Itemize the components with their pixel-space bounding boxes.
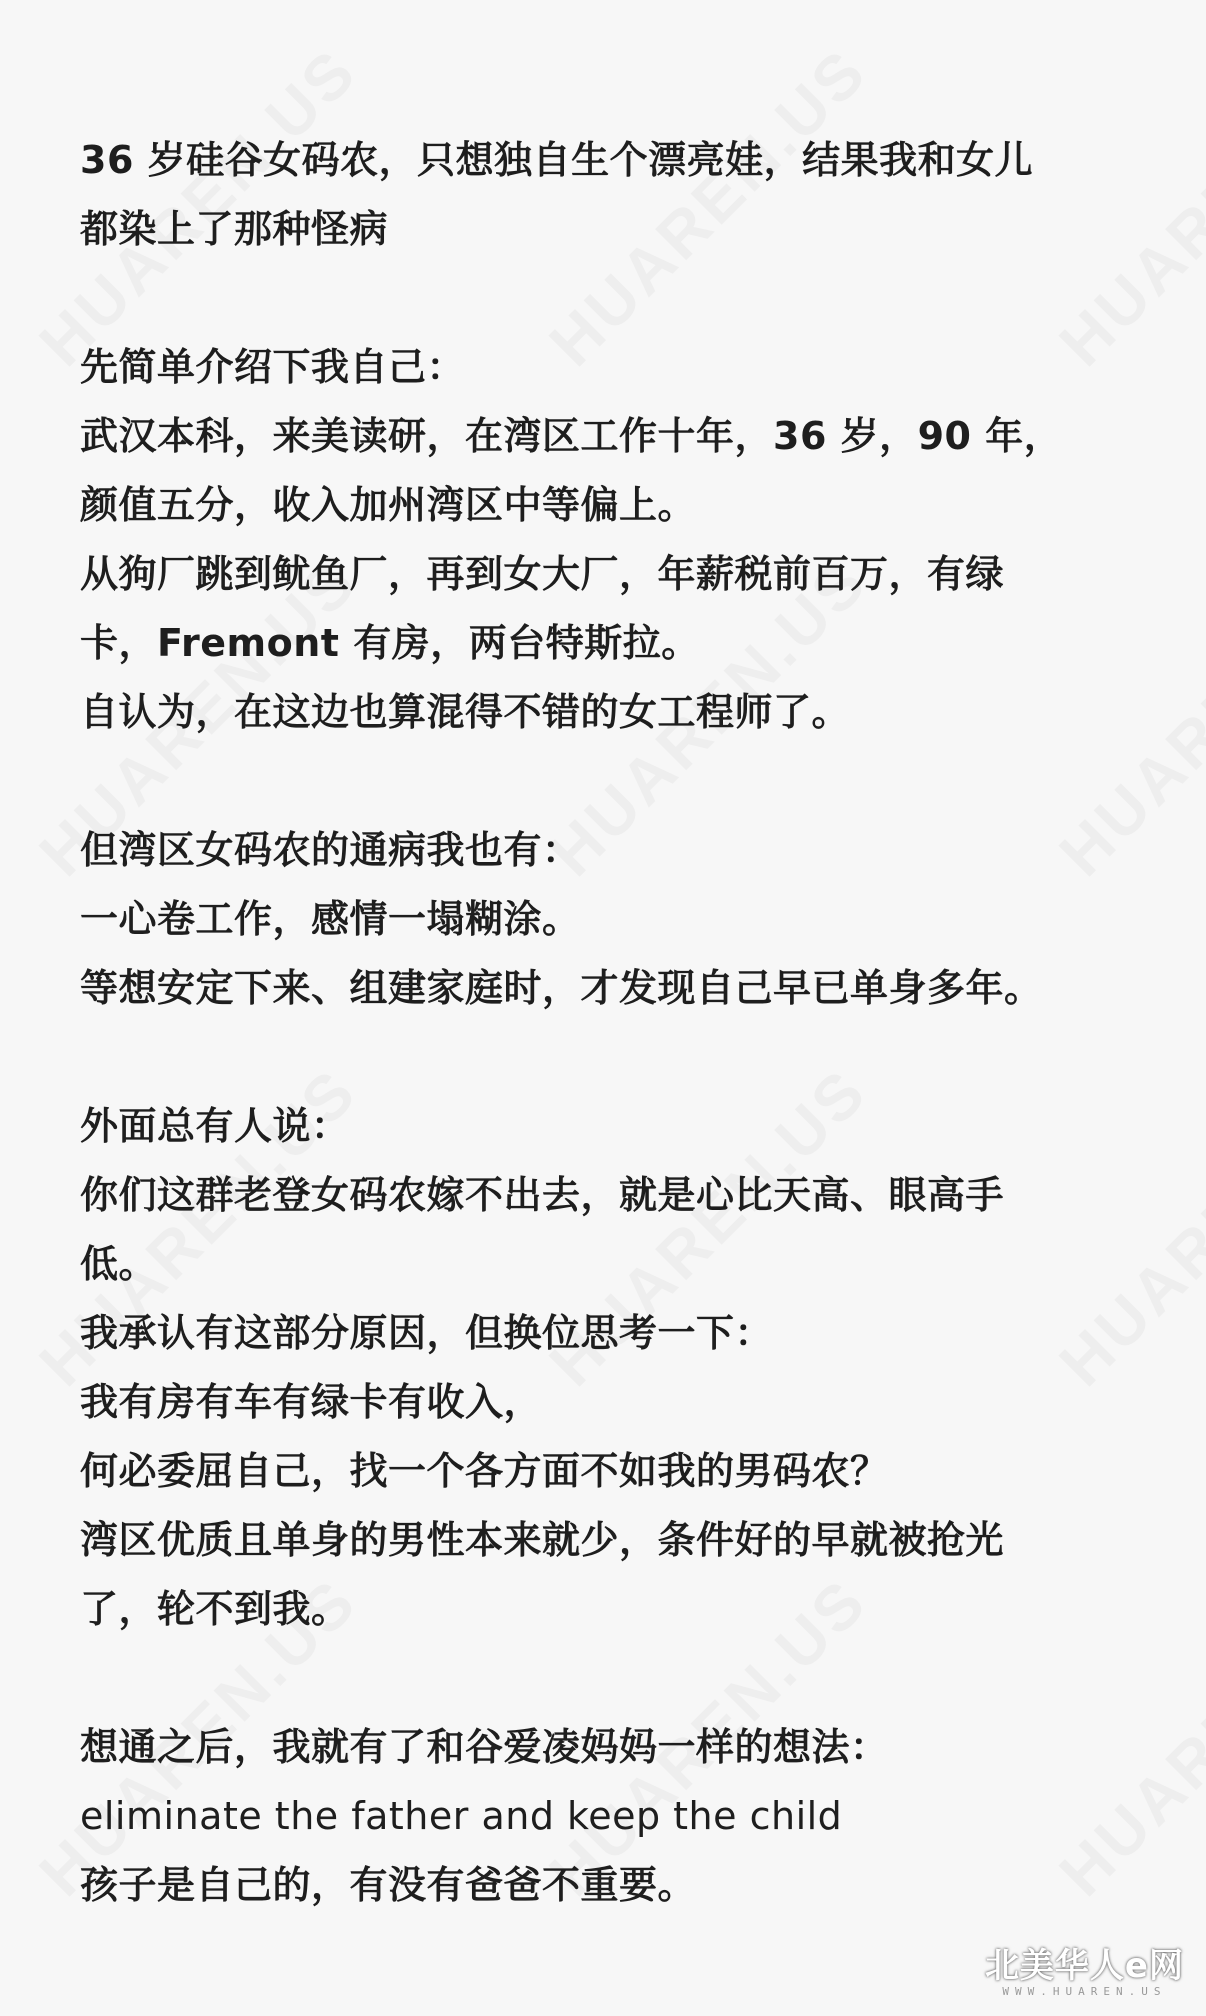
paragraph-line: 颜值五分，收入加州湾区中等偏上。 [80,483,697,527]
paragraph-line: 一心卷工作，感情一塌糊涂。 [80,897,581,941]
paragraph-line: 外面总有人说： [80,1104,350,1148]
paragraph-line: 你们这群老登女码农嫁不出去，就是心比天高、眼高手 [80,1173,1005,1217]
site-logo-text: 北美华人e网 [984,1946,1184,1986]
paragraph-gap [80,1644,1120,1713]
paragraph-line: 何必委屈自己，找一个各方面不如我的男码农？ [80,1449,889,1493]
paragraph-line: 孩子是自己的，有没有爸爸不重要。 [80,1863,697,1907]
article-title-line: 都染上了那种怪病 [80,207,389,251]
paragraph-line: 了，轮不到我。 [80,1587,350,1631]
paragraph-line: 但湾区女码农的通病我也有： [80,828,581,872]
site-logo-url: WWW.HUAREN.US [1002,1985,1167,1998]
paragraph-line-english: eliminate the father and keep the child [80,1794,843,1838]
paragraph-line: 我承认有这部分原因，但换位思考一下： [80,1311,774,1355]
paragraph-line: 我有房有车有绿卡有收入， [80,1380,543,1424]
paragraph-gap [80,264,1120,333]
paragraph-gap [80,747,1120,816]
paragraph-gap [80,1023,1120,1092]
paragraph-line: 等想安定下来、组建家庭时，才发现自己早已单身多年。 [80,966,1043,1010]
paragraph-line: 想通之后，我就有了和谷爱凌妈妈一样的想法： [80,1725,889,1769]
paragraph-line: 先简单介绍下我自己： [80,345,466,389]
article-title-line: 36 岁硅谷女码农，只想独自生个漂亮娃，结果我和女儿 [80,138,1034,182]
article-body [80,126,1120,1920]
paragraph-line: 武汉本科，来美读研，在湾区工作十年，36 岁，90 年， [80,414,1063,458]
paragraph-line: 自认为，在这边也算混得不错的女工程师了。 [80,690,851,734]
site-logo [985,1938,1184,1998]
paragraph-line: 卡，Fremont 有房，两台特斯拉。 [80,621,700,665]
paragraph-line: 从狗厂跳到鱿鱼厂，再到女大厂，年薪税前百万，有绿 [80,552,1005,596]
paragraph-line: 湾区优质且单身的男性本来就少，条件好的早就被抢光 [80,1518,1005,1562]
paragraph-line: 低。 [80,1242,158,1286]
